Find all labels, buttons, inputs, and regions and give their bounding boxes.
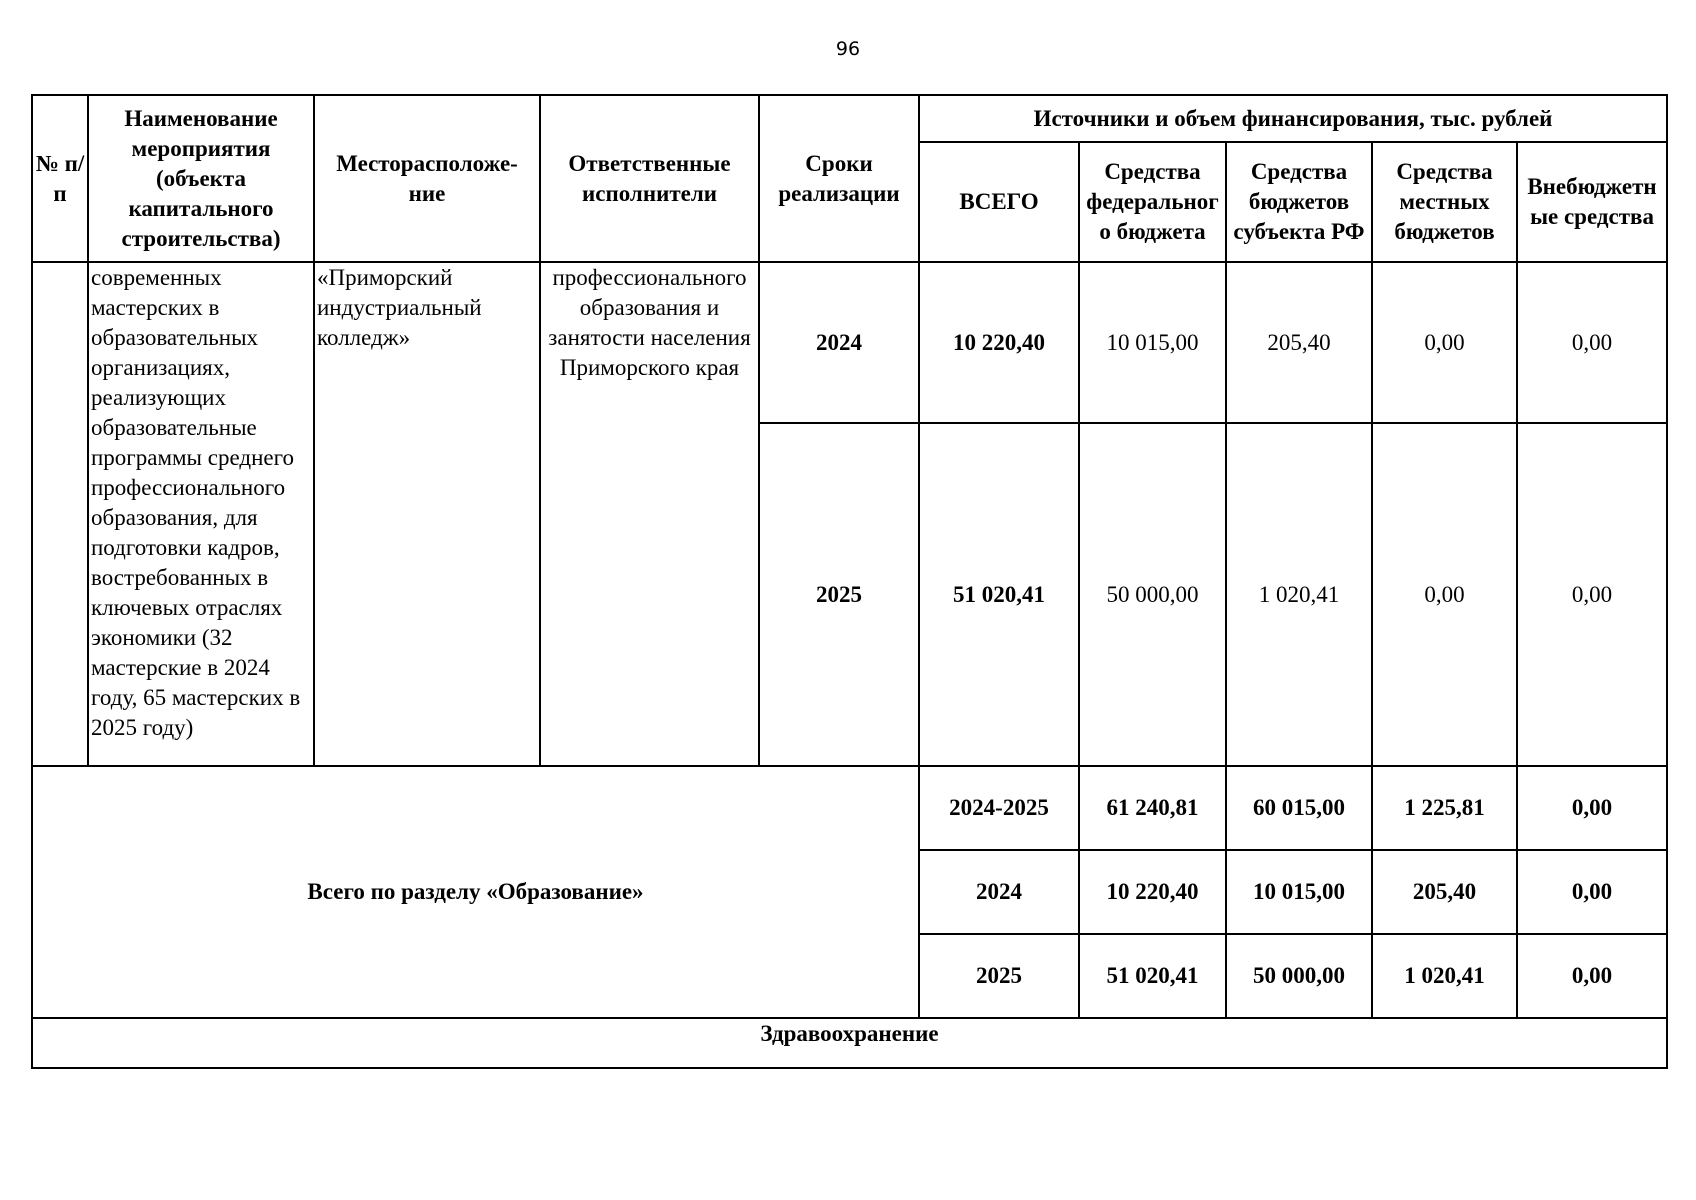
header-executors: Ответственные исполнители — [540, 95, 759, 262]
row-total: 51 020,41 — [919, 423, 1079, 766]
row-local: 0,00 — [1372, 423, 1517, 766]
row-local: 0,00 — [1372, 262, 1517, 423]
totals-total: 61 240,81 — [1079, 766, 1226, 850]
totals-federal: 60 015,00 — [1226, 766, 1372, 850]
row-extrabudgetary: 0,00 — [1517, 262, 1667, 423]
header-number: № п/п — [32, 95, 88, 262]
section-row — [32, 1018, 1667, 1068]
row-regional: 205,40 — [1226, 262, 1372, 423]
totals-local: 0,00 — [1517, 766, 1667, 850]
totals-regional: 1 225,81 — [1372, 766, 1517, 850]
totals-local: 0,00 — [1517, 850, 1667, 934]
header-regional-budget: Средства бюджетов субъекта РФ — [1226, 142, 1372, 262]
totals-period: 2024-2025 — [919, 766, 1079, 850]
totals-local: 0,00 — [1517, 934, 1667, 1018]
totals-total: 51 020,41 — [1079, 934, 1226, 1018]
totals-row — [32, 766, 1667, 850]
header-federal-budget: Средства федеральног о бюджета — [1079, 142, 1226, 262]
totals-label: Всего по разделу «Образование» — [32, 766, 919, 1018]
row-extrabudgetary: 0,00 — [1517, 423, 1667, 766]
row-total: 10 220,40 — [919, 262, 1079, 423]
totals-total: 10 220,40 — [1079, 850, 1226, 934]
row-period: 2024 — [759, 262, 919, 423]
totals-federal: 10 015,00 — [1226, 850, 1372, 934]
page-number: 96 — [835, 38, 861, 60]
header-row-group — [32, 95, 1667, 142]
section-title: Здравоохранение — [32, 1018, 1667, 1068]
totals-period: 2024 — [919, 850, 1079, 934]
totals-federal: 50 000,00 — [1226, 934, 1372, 1018]
header-total: ВСЕГО — [919, 142, 1079, 262]
row-regional: 1 020,41 — [1226, 423, 1372, 766]
header-extrabudgetary: Внебюджетн ые средства — [1517, 142, 1667, 262]
totals-period: 2025 — [919, 934, 1079, 1018]
header-activity-name: Наименование мероприятия (объекта капитального строительства) — [88, 95, 314, 262]
row-period: 2025 — [759, 423, 919, 766]
header-location: Месторасположе- ние — [314, 95, 540, 262]
item-number — [32, 262, 88, 766]
item-executors: профессионального образования и занятости населения Приморского края — [540, 262, 759, 766]
header-local-budget: Средства местных бюджетов — [1372, 142, 1517, 262]
financing-table — [31, 94, 1668, 1069]
row-federal: 50 000,00 — [1079, 423, 1226, 766]
item-location: «Приморский индустриальный колледж» — [314, 262, 540, 766]
row-federal: 10 015,00 — [1079, 262, 1226, 423]
header-funding-sources: Источники и объем финансирования, тыс. рублей — [919, 95, 1667, 142]
header-period: Сроки реализации — [759, 95, 919, 262]
item-name: современных мастерских в образовательных организациях, реализующих образовательные программы среднего профессионального образования, для подготовки кадров, востребованных в ключевых отраслях экономики (32 мастерские в 2024 году, 65 мастерских в 2025 году) — [88, 262, 314, 766]
totals-regional: 1 020,41 — [1372, 934, 1517, 1018]
totals-regional: 205,40 — [1372, 850, 1517, 934]
table-row — [32, 262, 1667, 423]
